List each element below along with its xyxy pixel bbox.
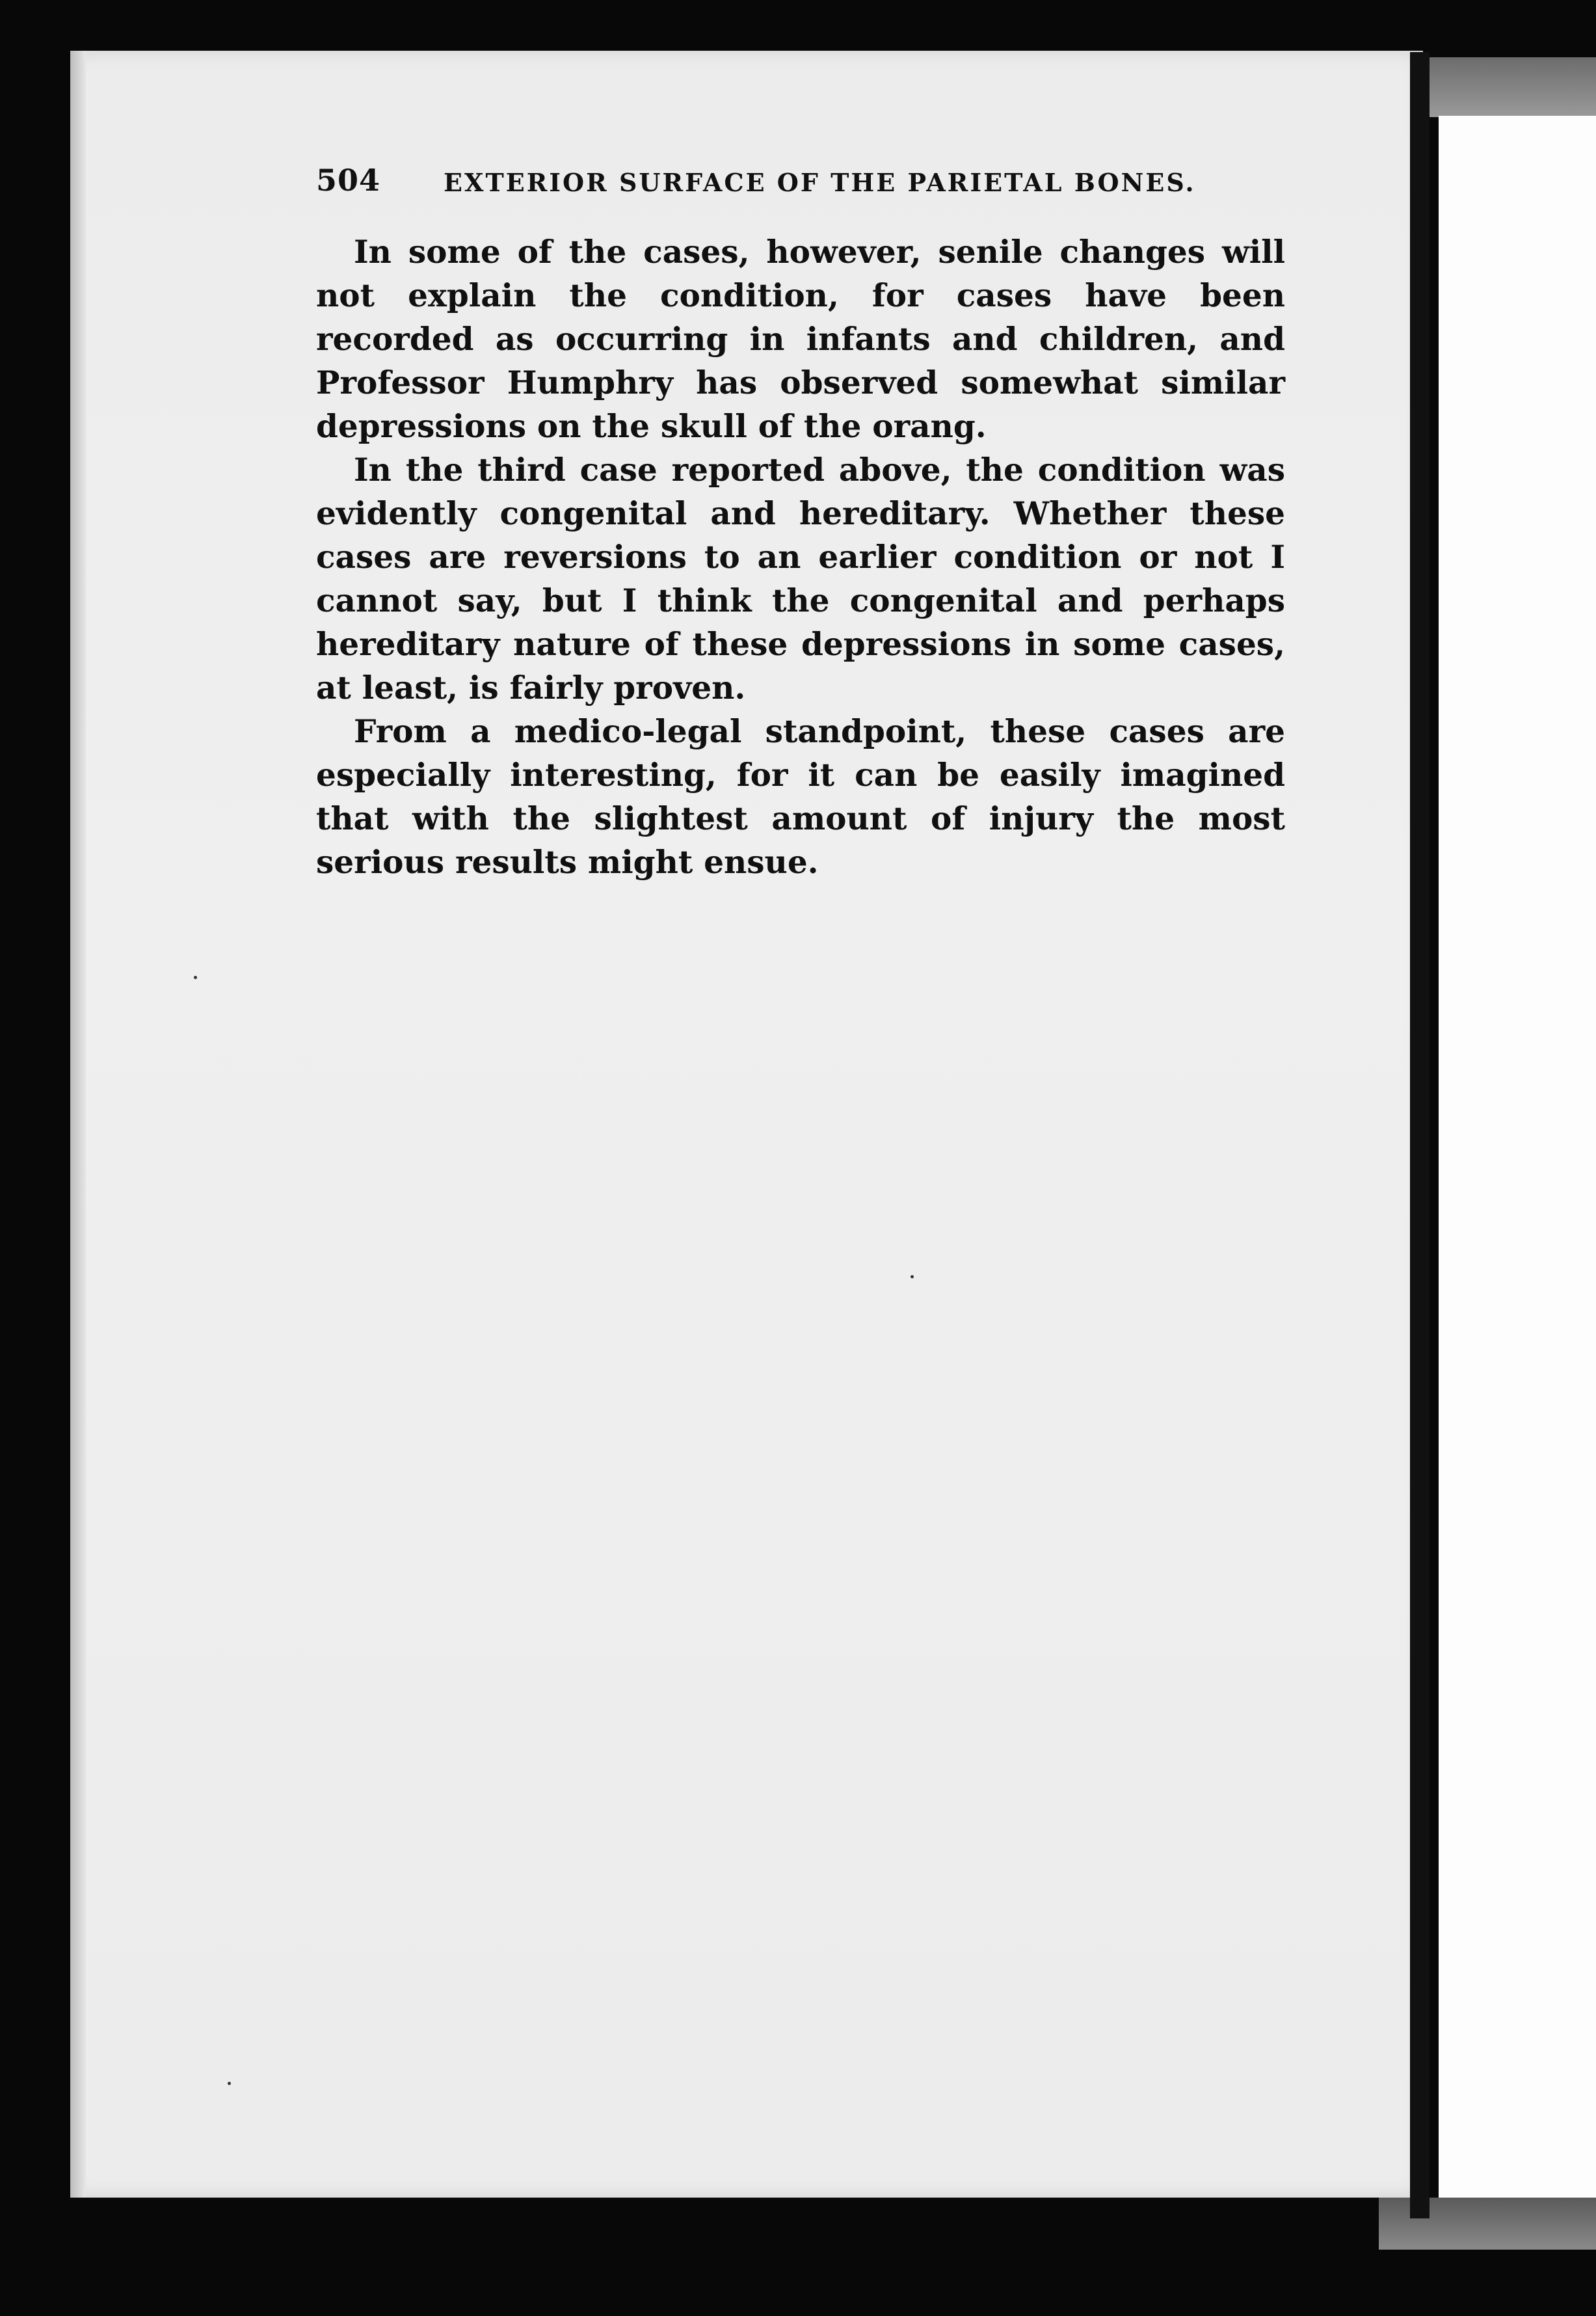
facing-page-top-edge [1430,57,1596,117]
paragraph: In some of the cases, however, senile changes will not explain the condition, for cases have been recorded as occurring in infants and children, and Professor Humphry has observed somewhat similar depressions on the skull of the orang. [316,234,1285,445]
paragraph: In the third case reported above, the condition was evidently congenital and hereditary. Whether these cases are reversions to an earlier condition or not I cannot say, but I think the congenital and perhaps hereditary nature of these depressions in some cases, at least, is fairly proven. [316,451,1285,707]
facing-page [1439,116,1596,2198]
running-head: EXTERIOR SURFACE OF THE PARIETAL BONES. [444,168,1196,197]
book-spine [1410,52,1430,2218]
scan-speck [911,1275,914,1278]
body-text [316,230,1285,884]
scan-speck [194,976,197,979]
scan-speck [228,2082,231,2085]
page-header [316,163,1292,208]
page-left-edge [70,51,86,2198]
paragraph: From a medico-legal standpoint, these cases are especially interesting, for it can be easily imagined that with the slightest amount of injury the most serious results might ensue. [316,713,1285,881]
page-number: 504 [316,163,381,198]
